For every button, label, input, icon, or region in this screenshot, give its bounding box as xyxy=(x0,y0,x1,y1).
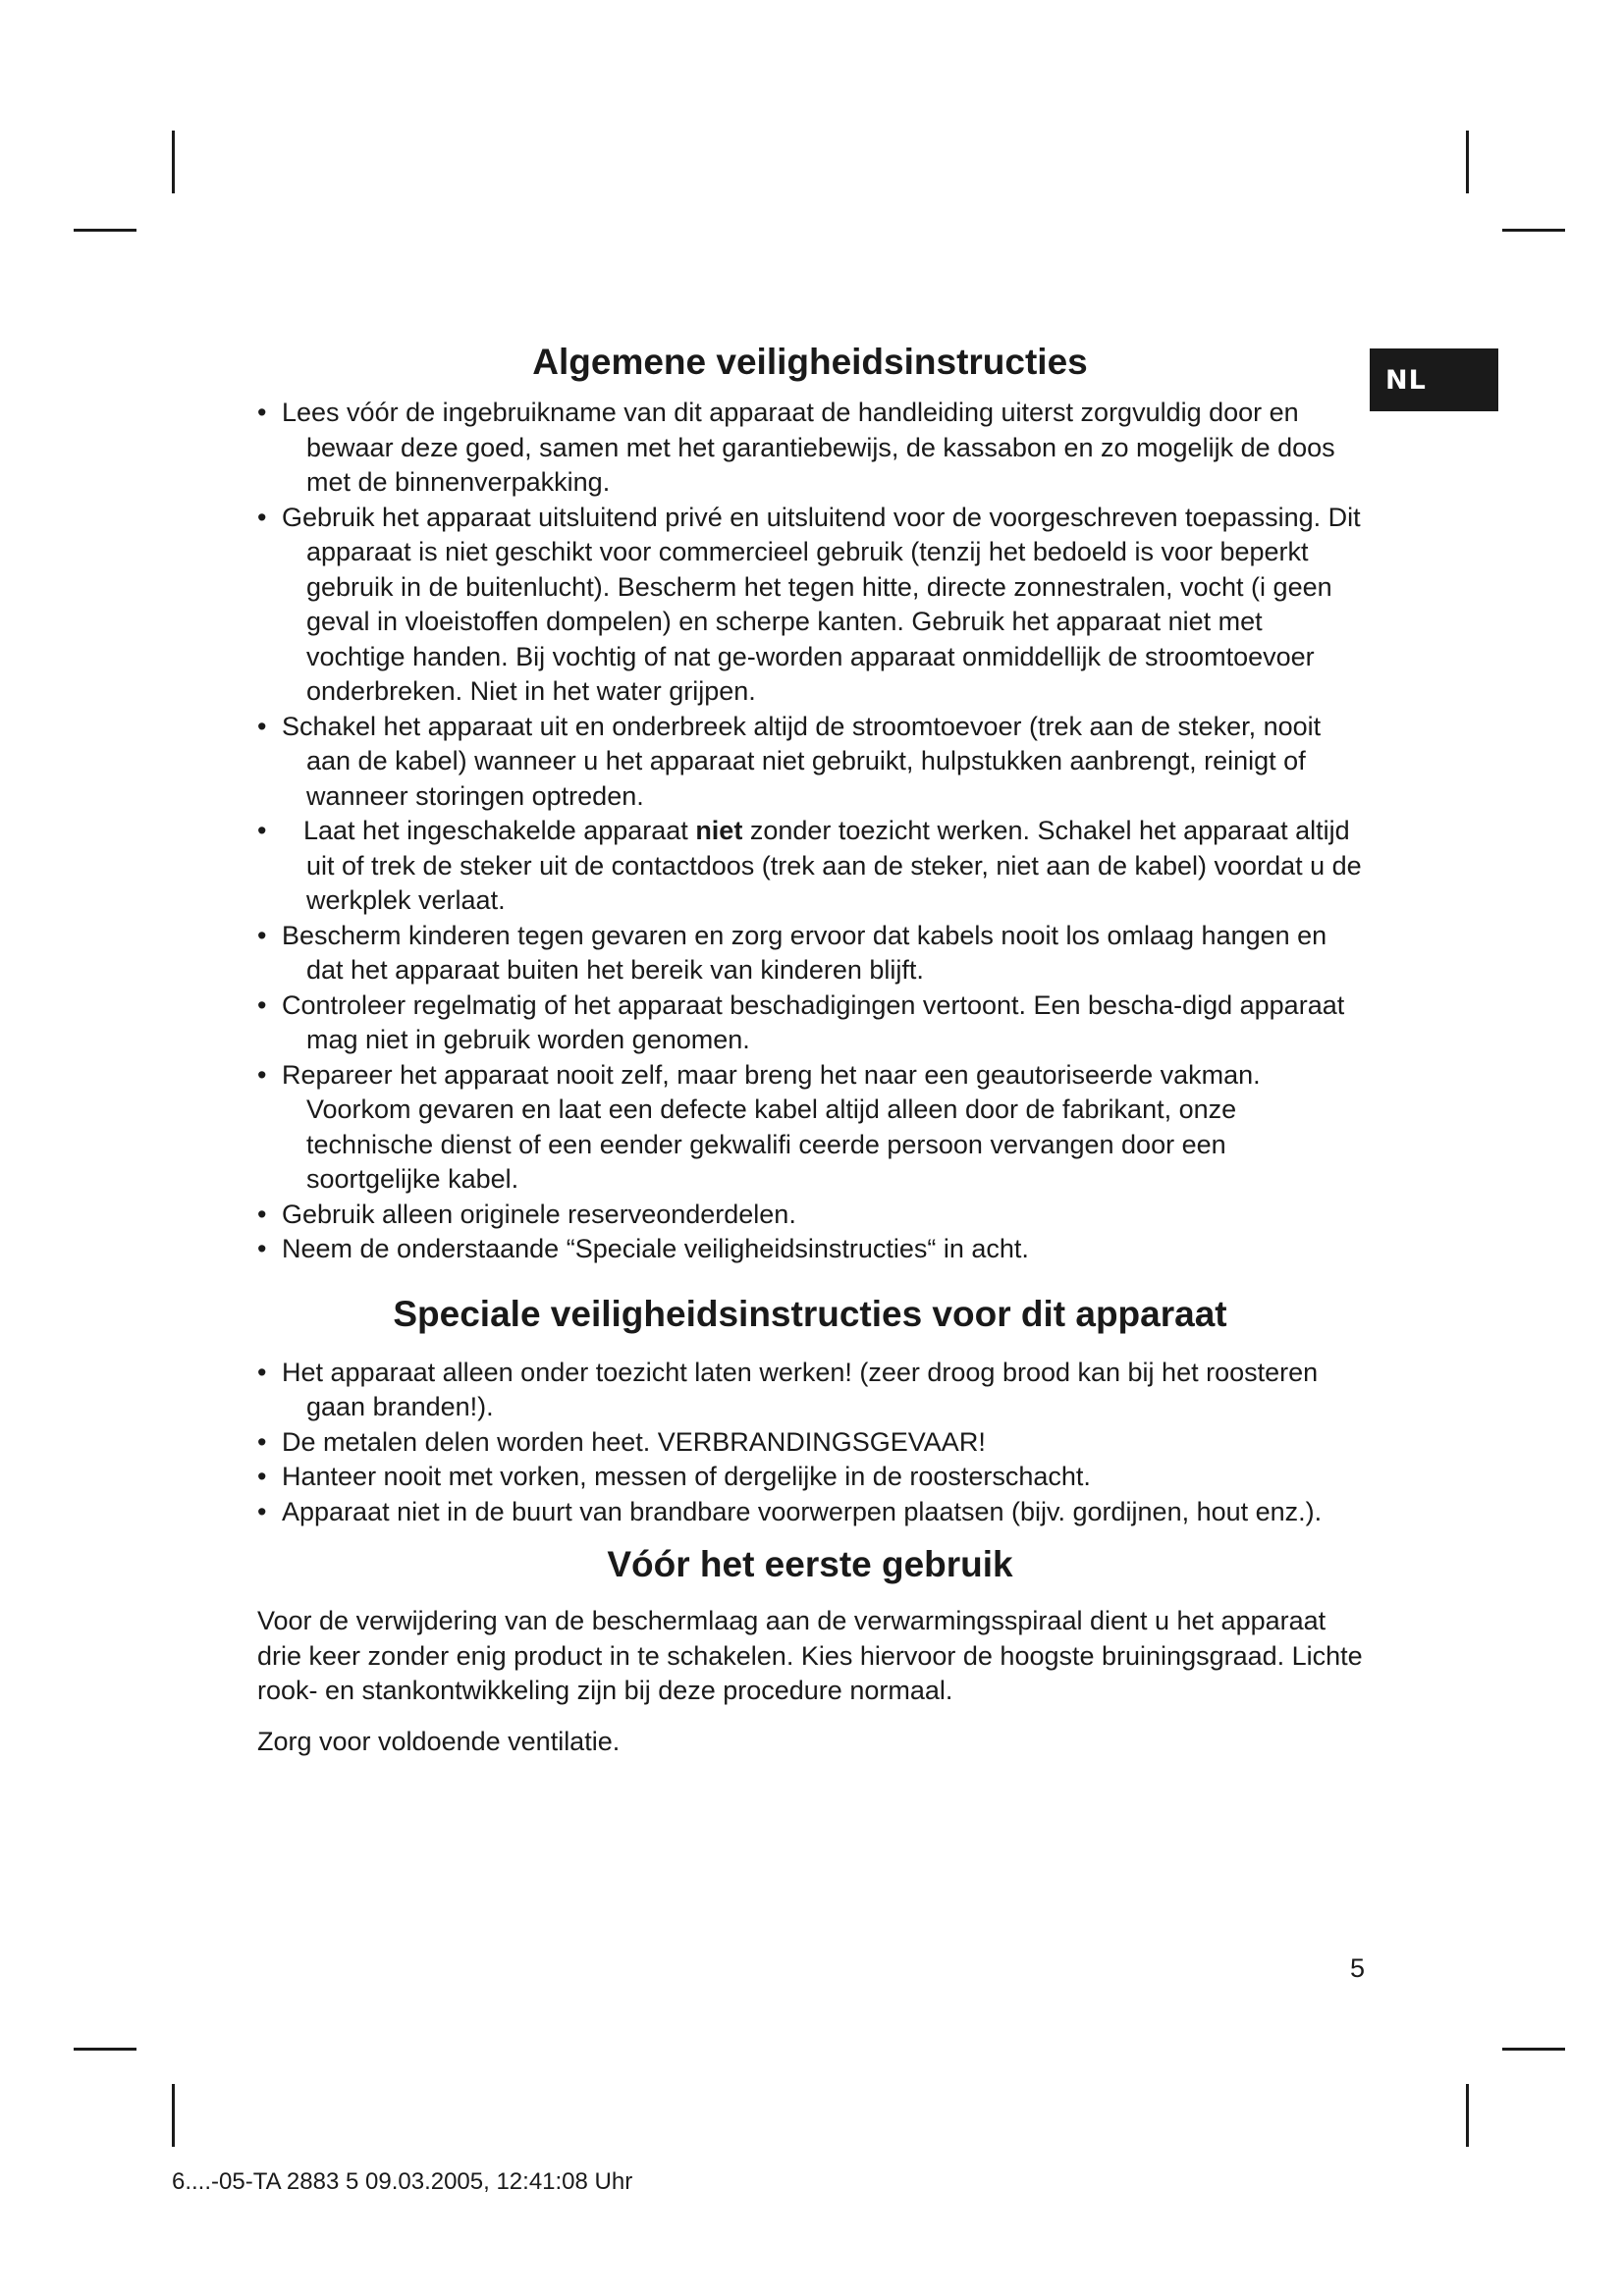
crop-mark-bottom-left-vertical xyxy=(172,2084,175,2147)
list-item: • Bescherm kinderen tegen gevaren en zorg ervoor dat kabels nooit los omlaag hangen en dat het apparaat buiten het bereik van kinderen blijft. xyxy=(257,919,1363,988)
crop-mark-top-right-vertical xyxy=(1466,131,1469,193)
list-item-text-before: Laat het ingeschakelde apparaat xyxy=(303,816,696,845)
crop-mark-top-left-horizontal xyxy=(74,229,136,232)
crop-mark-bottom-left-horizontal xyxy=(74,2048,136,2051)
print-footer-meta: 6....-05-TA 2883 5 09.03.2005, 12:41:08 Uhr xyxy=(172,2168,633,2195)
crop-mark-bottom-right-horizontal xyxy=(1502,2048,1565,2051)
list-item: • Repareer het apparaat nooit zelf, maar breng het naar een geautoriseerde vakman. Voorkom gevaren en laat een defecte kabel altijd alleen door de fabrikant, onze technische dienst of een eender gekwalifi ceerde persoon vervangen door een soortgelijke kabel. xyxy=(257,1058,1363,1198)
ventilation-paragraph: Zorg voor voldoende ventilatie. xyxy=(257,1726,621,1756)
page-number: 5 xyxy=(1349,1953,1365,1983)
list-item-emphasis: niet xyxy=(695,816,743,845)
list-item: • Schakel het apparaat uit en onderbreek altijd de stroomtoevoer (trek aan de steker, nooit aan de kabel) wanneer u het apparaat niet gebruikt, hulpstukken aanbrengt, reinigt of wanneer storingen optreden. xyxy=(257,710,1363,815)
list-item: • Hanteer nooit met vorken, messen of dergelijke in de roosterschacht. xyxy=(257,1460,1363,1495)
list-item: • Gebruik alleen originele reserveonderdelen. xyxy=(257,1198,1363,1233)
special-safety-list xyxy=(257,1356,1363,1530)
list-item-text-after: zonder toezicht werken. Schakel het apparaat altijd uit of trek de steker uit de contactdoos (trek aan de steker, niet aan de kabel) voordat u de werkplek verlaat. xyxy=(306,816,1362,915)
list-item: • Controleer regelmatig of het apparaat beschadigingen vertoont. Een bescha-digd apparaat mag niet in gebruik worden genomen. xyxy=(257,988,1363,1058)
heading-first-use: Vóór het eerste gebruik xyxy=(607,1544,1013,1584)
list-item: • Gebruik het apparaat uitsluitend privé en uitsluitend voor de voorgeschreven toepassing. Dit apparaat is niet geschikt voor commercieel gebruik (tenzij het bedoeld is voor beperkt gebruik in de buitenlucht). Bescherm het tegen hitte, directe zonnestralen, vocht (i geen geval in vloeistoffen dompelen) en scherpe kanten. Gebruik het apparaat niet met vochtige handen. Bij vochtig of nat ge-worden apparaat onmiddellijk de stroomtoevoer onderbreken. Niet in het water grijpen. xyxy=(257,501,1363,710)
list-item: • De metalen delen worden heet. VERBRANDINGSGEVAAR! xyxy=(257,1425,1363,1461)
page-content xyxy=(257,339,1363,1759)
list-item: • Het apparaat alleen onder toezicht laten werken! (zeer droog brood kan bij het roosteren gaan branden!). xyxy=(257,1356,1363,1425)
heading-general-safety: Algemene veiligheidsinstructies xyxy=(532,342,1088,382)
crop-mark-top-right-horizontal xyxy=(1502,229,1565,232)
crop-mark-top-left-vertical xyxy=(172,131,175,193)
language-tab: NL xyxy=(1370,348,1498,411)
general-safety-list xyxy=(257,396,1363,1267)
first-use-paragraph: Voor de verwijdering van de beschermlaag aan de verwarmingsspiraal dient u het apparaat drie keer zonder enig product in te schakelen. Kies hiervoor de hoogste bruiningsgraad. Lichte rook- en stankontwikkeling zijn bij deze procedure normaal. xyxy=(257,1606,1363,1705)
list-item xyxy=(257,814,1363,919)
list-item: • Lees vóór de ingebruikname van dit apparaat de handleiding uiterst zorgvuldig door en bewaar deze goed, samen met het garantiebewijs, de kassabon en zo mogelijk de doos met de binnenverpakking. xyxy=(257,396,1363,501)
list-item: • Apparaat niet in de buurt van brandbare voorwerpen plaatsen (bijv. gordijnen, hout enz.). xyxy=(257,1495,1363,1530)
list-item: • Neem de onderstaande “Speciale veiligheidsinstructies“ in acht. xyxy=(257,1232,1363,1267)
crop-mark-bottom-right-vertical xyxy=(1466,2084,1469,2147)
heading-special-safety: Speciale veiligheidsinstructies voor dit apparaat xyxy=(393,1293,1227,1334)
